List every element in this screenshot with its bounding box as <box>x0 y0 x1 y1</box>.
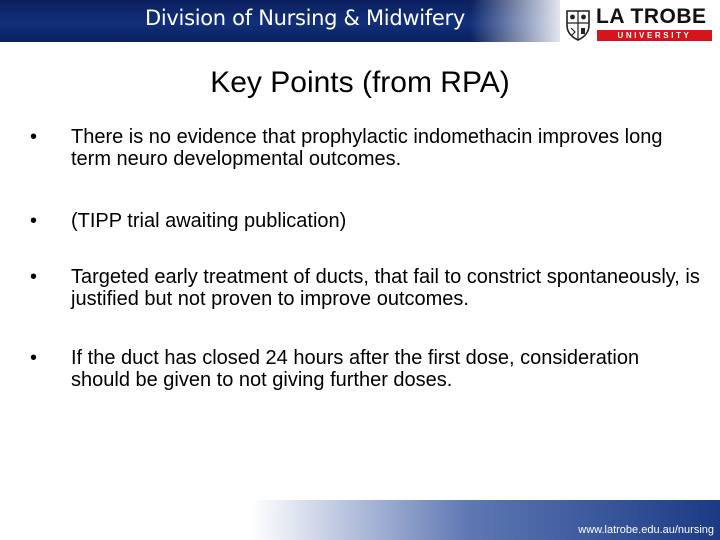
bullet-marker: • <box>30 126 38 148</box>
bullet-item <box>30 210 700 232</box>
bullet-marker: • <box>30 210 38 232</box>
bullet-marker: • <box>30 347 38 369</box>
footer-banner <box>0 500 720 540</box>
bullet-item <box>30 347 700 391</box>
division-title: Division of Nursing & Midwifery <box>145 6 465 30</box>
logo-wordmark: LA TROBE <box>596 5 707 28</box>
la-trobe-logo <box>560 6 716 44</box>
slide-title: Key Points (from RPA) <box>210 66 510 99</box>
university-crest-icon <box>564 7 592 41</box>
bullet-text: There is no evidence that prophylactic indomethacin improves long term neuro developmental outcomes. <box>71 126 663 170</box>
bullet-marker: • <box>30 266 38 288</box>
bullet-item <box>30 266 700 310</box>
key-points-list <box>30 126 700 391</box>
logo-subtitle: UNIVERSITY <box>597 30 712 41</box>
bullet-item <box>30 126 700 170</box>
bullet-text: (TIPP trial awaiting publication) <box>71 210 347 232</box>
bullet-text: Targeted early treatment of ducts, that fail to constrict spontaneously, is justified but not proven to improve outcomes. <box>71 266 700 310</box>
bullet-text: If the duct has closed 24 hours after the first dose, consideration should be given to not giving further doses. <box>71 347 640 391</box>
footer-website-link[interactable]: www.latrobe.edu.au/nursing <box>578 524 714 536</box>
